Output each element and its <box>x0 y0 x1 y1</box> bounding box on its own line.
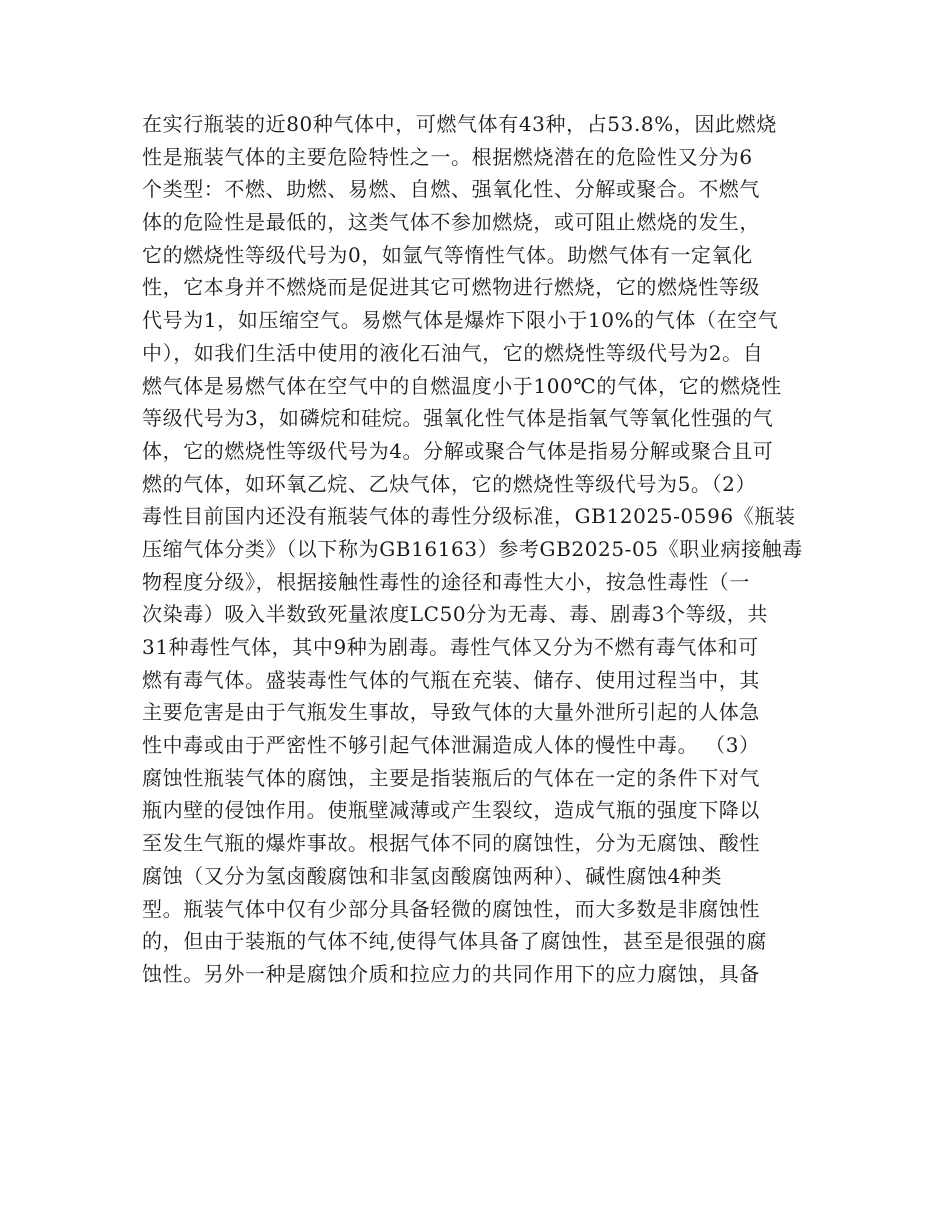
text-line: 的，但由于装瓶的气体不纯,使得气体具备了腐蚀性，甚至是很强的腐 <box>142 929 767 954</box>
text-line: 个类型：不燃、助燃、易燃、自燃、强氧化性、分解或聚合。不燃气 <box>142 177 760 202</box>
text-line: 燃的气体，如环氧乙烷、乙炔气体，它的燃烧性等级代号为5。（2） <box>142 471 757 496</box>
text-line: 物程度分级》，根据接触性毒性的途径和毒性大小，按急性毒性（一 <box>142 569 750 594</box>
text-line: 性是瓶装气体的主要危险特性之一。根据燃烧潜在的危险性又分为6 <box>142 144 753 169</box>
text-line: 等级代号为3，如磷烷和硅烷。强氧化性气体是指氧气等氧化性强的气 <box>142 406 774 431</box>
text-line: 蚀性。另外一种是腐蚀介质和拉应力的共同作用下的应力腐蚀，具备 <box>142 961 760 986</box>
text-line: 在实行瓶装的近80种气体中，可燃气体有43种，占53.8%，因此燃烧 <box>142 112 777 136</box>
text-line: 型。瓶装气体中仅有少部分具备轻微的腐蚀性，而大多数是非腐蚀性 <box>142 896 760 921</box>
text-line: 体的危险性是最低的，这类气体不参加燃烧，或可阻止燃烧的发生， <box>142 210 760 235</box>
text-line: 次染毒）吸入半数致死量浓度LC50分为无毒、毒、剧毒3个等级，共 <box>142 602 768 627</box>
text-line: 代号为1，如压缩空气。易燃气体是爆炸下限小于10%的气体（在空气 <box>142 308 779 333</box>
text-line: 体，它的燃烧性等级代号为4。分解或聚合气体是指易分解或聚合且可 <box>142 438 774 463</box>
text-line: 至发生气瓶的爆炸事故。根据气体不同的腐蚀性，分为无腐蚀、酸性 <box>142 831 760 856</box>
text-line: 压缩气体分类》（以下称为GB16163）参考GB2025-05《职业病接触毒 <box>142 536 803 561</box>
text-line: 瓶内壁的侵蚀作用。使瓶壁减薄或产生裂纹，造成气瓶的强度下降以 <box>142 798 760 823</box>
text-line: 燃有毒气体。盛装毒性气体的气瓶在充装、储存、使用过程当中，其 <box>142 667 760 692</box>
text-line: 它的燃烧性等级代号为0，如氩气等惰性气体。助燃气体有一定氧化 <box>142 242 753 267</box>
text-line: 主要危害是由于气瓶发生事故，导致气体的大量外泄所引起的人体急 <box>142 700 760 725</box>
text-line: 中），如我们生活中使用的液化石油气，它的燃烧性等级代号为2。自 <box>142 340 764 365</box>
text-line: 31种毒性气体，其中9种为剧毒。毒性气体又分为不燃有毒气体和可 <box>142 635 759 659</box>
text-line: 腐蚀性瓶装气体的腐蚀，主要是指装瓶后的气体在一定的条件下对气 <box>142 765 760 790</box>
text-line: 性中毒或由于严密性不够引起气体泄漏造成人体的慢性中毒。 （3） <box>142 733 760 758</box>
text-line: 毒性目前国内还没有瓶装气体的毒性分级标准，GB12025-0596《瓶装 <box>142 504 796 529</box>
text-line: 燃气体是易燃气体在空气中的自燃温度小于100℃的气体，它的燃烧性 <box>142 373 782 398</box>
text-line: 腐蚀（又分为氢卤酸腐蚀和非氢卤酸腐蚀两种）、碱性腐蚀4种类 <box>142 863 723 888</box>
body-text <box>142 108 822 991</box>
text-line: 性，它本身并不燃烧而是促进其它可燃物进行燃烧，它的燃烧性等级 <box>142 275 760 300</box>
